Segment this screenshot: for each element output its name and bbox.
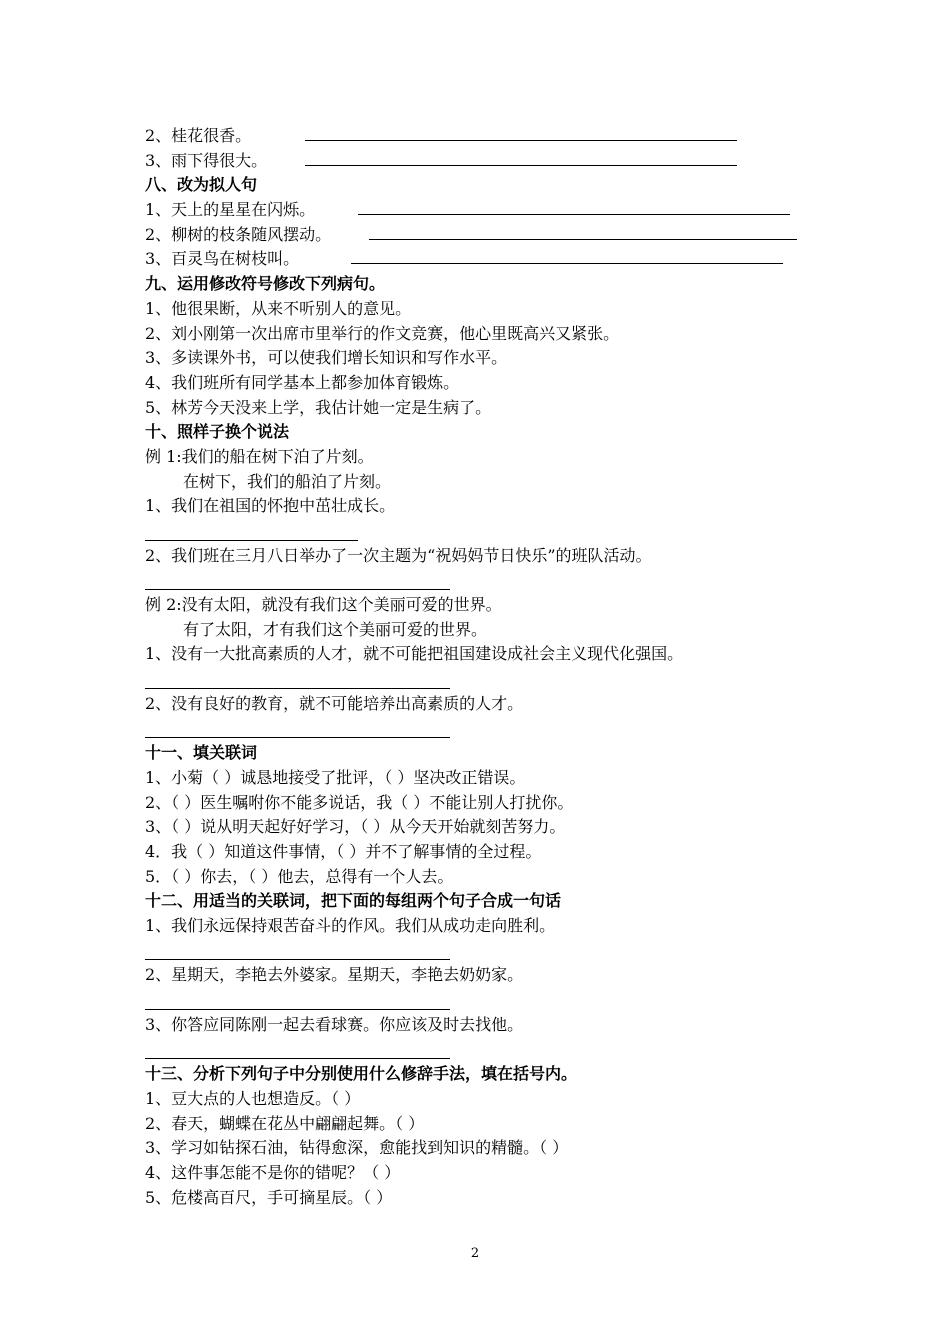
- list-item: 1、他很果断，从来不听别人的意见。: [145, 298, 412, 318]
- answer-blank[interactable]: [145, 688, 450, 689]
- answer-blank[interactable]: [305, 149, 737, 166]
- list-item: [145, 149, 845, 174]
- list-item: 4、这件事怎能不是你的错呢？（ ）: [145, 1162, 401, 1182]
- answer-blank[interactable]: [145, 737, 450, 738]
- section-heading: 九、运用修改符号修改下列病句。: [145, 274, 386, 294]
- answer-blank[interactable]: [145, 1009, 450, 1010]
- answer-blank-row[interactable]: [145, 519, 845, 544]
- answer-blank-row[interactable]: [145, 988, 845, 1013]
- list-item: 2、星期天，李艳去外婆家。星期天，李艳去奶奶家。: [145, 965, 524, 985]
- list-item: [145, 124, 845, 149]
- answer-blank[interactable]: [305, 124, 737, 141]
- list-item: 1、没有一大批高素质的人才，就不可能把祖国建设成社会主义现代化强国。: [145, 644, 684, 664]
- answer-blank-row[interactable]: [145, 1037, 845, 1062]
- list-item: 2、（ ）医生嘱咐你不能多说话，我（ ）不能让别人打扰你。: [145, 792, 574, 812]
- list-item: 1、豆大点的人也想造反。（ ）: [145, 1088, 361, 1108]
- question-text: 2、桂花很香。: [145, 126, 252, 145]
- list-item: 2、春天，蝴蝶在花丛中翩翩起舞。（ ）: [145, 1113, 425, 1133]
- answer-blank[interactable]: [145, 540, 358, 541]
- list-item: 1、我们在祖国的怀抱中茁壮成长。: [145, 496, 396, 516]
- answer-blank[interactable]: [351, 247, 783, 264]
- list-item: [145, 223, 845, 248]
- list-item: [145, 198, 845, 223]
- example-answer: 在树下，我们的船泊了片刻。: [183, 471, 392, 491]
- answer-blank-row[interactable]: [145, 939, 845, 964]
- list-item: 3、学习如钻探石油，钻得愈深，愈能找到知识的精髓。（ ）: [145, 1138, 569, 1158]
- list-item: 3、多读课外书，可以使我们增长知识和写作水平。: [145, 348, 508, 368]
- answer-blank-row[interactable]: [145, 667, 845, 692]
- section-heading: 十二、用适当的关联词，把下面的每组两个句子合成一句话: [145, 891, 562, 911]
- section-heading: 八、改为拟人句: [145, 175, 258, 195]
- example-sentence: 例 1:我们的船在树下泊了片刻。: [145, 446, 374, 466]
- question-text: 3、雨下得很大。: [145, 150, 268, 170]
- list-item: 5、危楼高百尺，手可摘星辰。（ ）: [145, 1187, 393, 1207]
- question-text: 1、天上的星星在闪烁。: [145, 200, 316, 220]
- answer-blank[interactable]: [145, 1058, 450, 1059]
- section-heading: 十三、分析下列句子中分别使用什么修辞手法，填在括号内。: [145, 1064, 578, 1084]
- answer-blank-row[interactable]: [145, 568, 845, 593]
- list-item: 4．我（ ）知道这件事情，（ ）并不了解事情的全过程。: [145, 841, 542, 861]
- list-item: [145, 247, 845, 272]
- list-item: 5．（ ）你去，（ ）他去，总得有一个人去。: [145, 866, 454, 886]
- answer-blank[interactable]: [358, 198, 790, 215]
- list-item: 2、刘小刚第一次出席市里举行的作文竞赛，他心里既高兴又紧张。: [145, 323, 620, 343]
- question-text: 3、百灵鸟在树枝叫。: [145, 249, 300, 269]
- answer-blank[interactable]: [145, 589, 450, 590]
- page-number: 2: [470, 1246, 480, 1261]
- list-item: 2、没有良好的教育，就不可能培养出高素质的人才。: [145, 693, 524, 713]
- list-item: 1、小菊（ ）诚恳地接受了批评，（ ）坚决改正错误。: [145, 767, 526, 787]
- list-item: 4、我们班所有同学基本上都参加体育锻炼。: [145, 372, 460, 392]
- list-item: 3、你答应同陈刚一起去看球赛。你应该及时去找他。: [145, 1014, 524, 1034]
- list-item: 1、我们永远保持艰苦奋斗的作风。我们从成功走向胜利。: [145, 916, 556, 935]
- answer-blank[interactable]: [145, 959, 450, 960]
- example-sentence: 例 2:没有太阳，就没有我们这个美丽可爱的世界。: [145, 595, 502, 615]
- list-item: 2、我们班在三月八日举办了一次主题为“祝妈妈节日快乐”的班队活动。: [145, 545, 652, 565]
- worksheet-page: [145, 124, 845, 1210]
- example-answer: 有了太阳，才有我们这个美丽可爱的世界。: [183, 619, 488, 639]
- section-heading: 十一、填关联词: [145, 743, 258, 763]
- list-item: 5、林芳今天没来上学，我估计她一定是生病了。: [145, 397, 492, 417]
- answer-blank-row[interactable]: [145, 717, 845, 742]
- section-heading: 十、照样子换个说法: [145, 422, 290, 442]
- answer-blank[interactable]: [369, 223, 797, 240]
- list-item: 3、（ ）说从明天起好好学习，（ ）从今天开始就刻苦努力。: [145, 817, 566, 837]
- question-text: 2、柳树的枝条随风摆动。: [145, 224, 332, 244]
